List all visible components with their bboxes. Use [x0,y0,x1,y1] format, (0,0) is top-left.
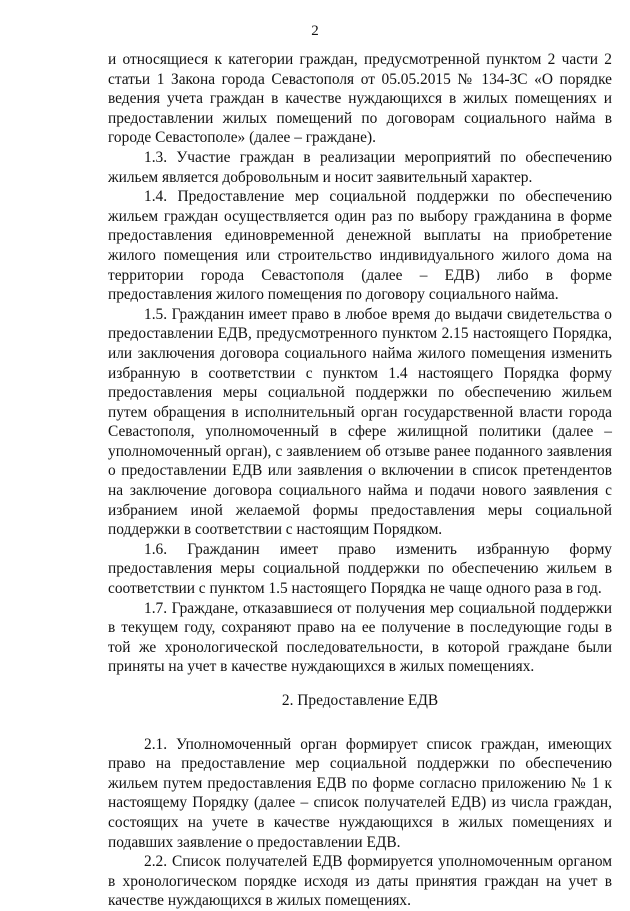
section-heading: 2. Предоставление ЕДВ [281,692,439,709]
paragraph-1-3: 1.3. Участие граждан в реализации мероприятий по обеспечению жильем является добровольным и носит заявительный характер. [108,148,612,186]
paragraph-2-1: 2.1. Уполномоченный орган формирует список граждан, имеющих право на предоставление мер социальной поддержки по обеспечению жильем путем предоставления ЕДВ по форме согласно приложению № 1 к настоящему Порядку (далее – список получателей ЕДВ) из числа граждан, состоящих на учете в качестве нуждающихся в жилых помещениях и подавших заявление о предоставлении ЕДВ. [108,735,612,851]
paragraph-1-7: 1.7. Граждане, отказавшиеся от получения мер социальной поддержки в текущем году, сохраняют право на ее получение в последующие годы в той же хронологической последовательности, в которой граждане были приняты на учет в качестве нуждающихся в жилых помещениях. [108,599,612,676]
paragraph-1-6: 1.6. Гражданин имеет право изменить избранную форму предоставления меры социальной поддержки по обеспечению жильем в соответствии с пунктом 1.5 настоящего Порядка не чаще одного раза в год. [108,540,612,598]
paragraph-1-4: 1.4. Предоставление мер социальной поддержки по обеспечению жильем граждан осуществляется один раз по выбору гражданина в форме предоставления единовременной денежной выплаты на приобретение жилого помещения или строительство индивидуального жилого дома на территории города Севастополя (далее – ЕДВ) либо в форме предоставления жилого помещения по договору социального найма. [108,188,612,304]
page-number: 2 [311,23,319,39]
paragraph-1-5: 1.5. Гражданин имеет право в любое время до выдачи свидетельства о предоставлении ЕДВ, предусмотренного пунктом 2.15 настоящего Порядка, или заключения договора социального найма жилого помещения изменить избранную в соответствии с пунктом 1.4 настоящего Порядка форму предоставления меры социальной поддержки по обеспечению жильем путем обращения в исполнительный орган государственной власти города Севастополя, уполномоченный в сфере жилищной политики (далее – уполномоченный орган), с заявлением об отзыве ранее поданного заявления о предоставлении ЕДВ или заявления о включении в список претендентов на заключение договора социального найма и подачи нового заявления с избранием иной желаемой формы предоставления меры социальной поддержки в соответствии с настоящим Порядком. [108,305,612,539]
paragraph-continuation: и относящиеся к категории граждан, предусмотренной пунктом 2 части 2 статьи 1 Закона города Севастополя от 05.05.2015 № 134-ЗС «О порядке ведения учета граждан в качестве нуждающихся в жилых помещениях и предоставлении жилых помещений по договорам социального найма в городе Севастополе» (далее – граждане). [108,51,612,147]
paragraph-2-2: 2.2. Список получателей ЕДВ формируется уполномоченным органом в хронологическом порядке исходя из даты принятия граждан на учет в качестве нуждающихся в жилых помещениях. [108,853,612,910]
document-body [108,50,612,911]
